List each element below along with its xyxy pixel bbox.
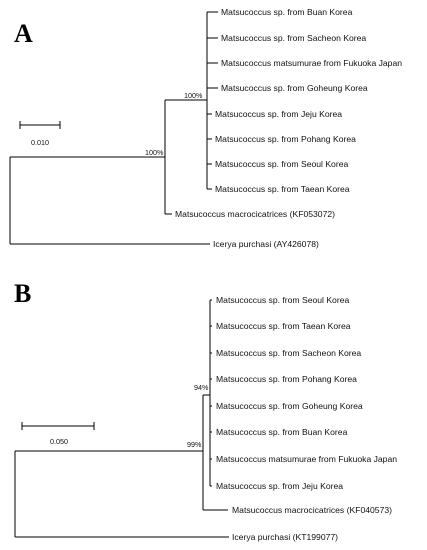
panel-a-tip-label: Matsucoccus sp. from Taean Korea bbox=[215, 184, 350, 194]
panel-b-tip-label: Matsucoccus sp. from Pohang Korea bbox=[216, 374, 357, 384]
panel-b-tip-label: Matsucoccus sp. from Jeju Korea bbox=[216, 481, 344, 491]
panel-b-tip-label: Matsucoccus macrocicatrices (KF040573) bbox=[232, 505, 392, 515]
panel-b-letter: B bbox=[14, 279, 32, 308]
panel-b-support-clade: 94% bbox=[194, 383, 209, 392]
panel-b-scale-label: 0.050 bbox=[50, 437, 68, 446]
panel-b bbox=[14, 279, 397, 542]
panel-a-scale-label: 0.010 bbox=[31, 138, 49, 147]
panel-b-tip-label: Matsucoccus matsumurae from Fukuoka Japan bbox=[216, 454, 398, 464]
panel-a-tip-label: Matsucoccus sp. from Sacheon Korea bbox=[221, 33, 367, 43]
panel-b-tip-label: Matsucoccus sp. from Sacheon Korea bbox=[216, 348, 362, 358]
panel-a-tip-label: Matsucoccus sp. from Pohang Korea bbox=[215, 134, 356, 144]
panel-a-tip-label: Matsucoccus macrocicatrices (KF053072) bbox=[175, 209, 335, 219]
panel-b-tip-label: Matsucoccus sp. from Buan Korea bbox=[216, 427, 348, 437]
panel-a-support-ingroup: 100% bbox=[145, 148, 164, 157]
panel-a-tip-label: Matsucoccus sp. from Buan Korea bbox=[221, 7, 353, 17]
panel-a bbox=[10, 7, 402, 249]
panel-b-support-ingroup: 99% bbox=[187, 440, 202, 449]
panel-a-tip-label: Matsucoccus matsumurae from Fukuoka Japan bbox=[221, 58, 403, 68]
panel-b-tip-label: Icerya purchasi (KT199077) bbox=[232, 532, 339, 542]
panel-b-tip-label: Matsucoccus sp. from Seoul Korea bbox=[216, 295, 350, 305]
panel-a-support-clade: 100% bbox=[184, 91, 203, 100]
panel-a-tip-label: Icerya purchasi (AY426078) bbox=[213, 239, 319, 249]
panel-a-tip-label: Matsucoccus sp. from Seoul Korea bbox=[215, 159, 349, 169]
panel-a-tip-label: Matsucoccus sp. from Goheung Korea bbox=[221, 83, 368, 93]
panel-a-tip-label: Matsucoccus sp. from Jeju Korea bbox=[215, 109, 343, 119]
panel-b-tip-label: Matsucoccus sp. from Goheung Korea bbox=[216, 401, 363, 411]
panel-a-letter: A bbox=[14, 19, 33, 48]
panel-b-tip-label: Matsucoccus sp. from Taean Korea bbox=[216, 321, 351, 331]
